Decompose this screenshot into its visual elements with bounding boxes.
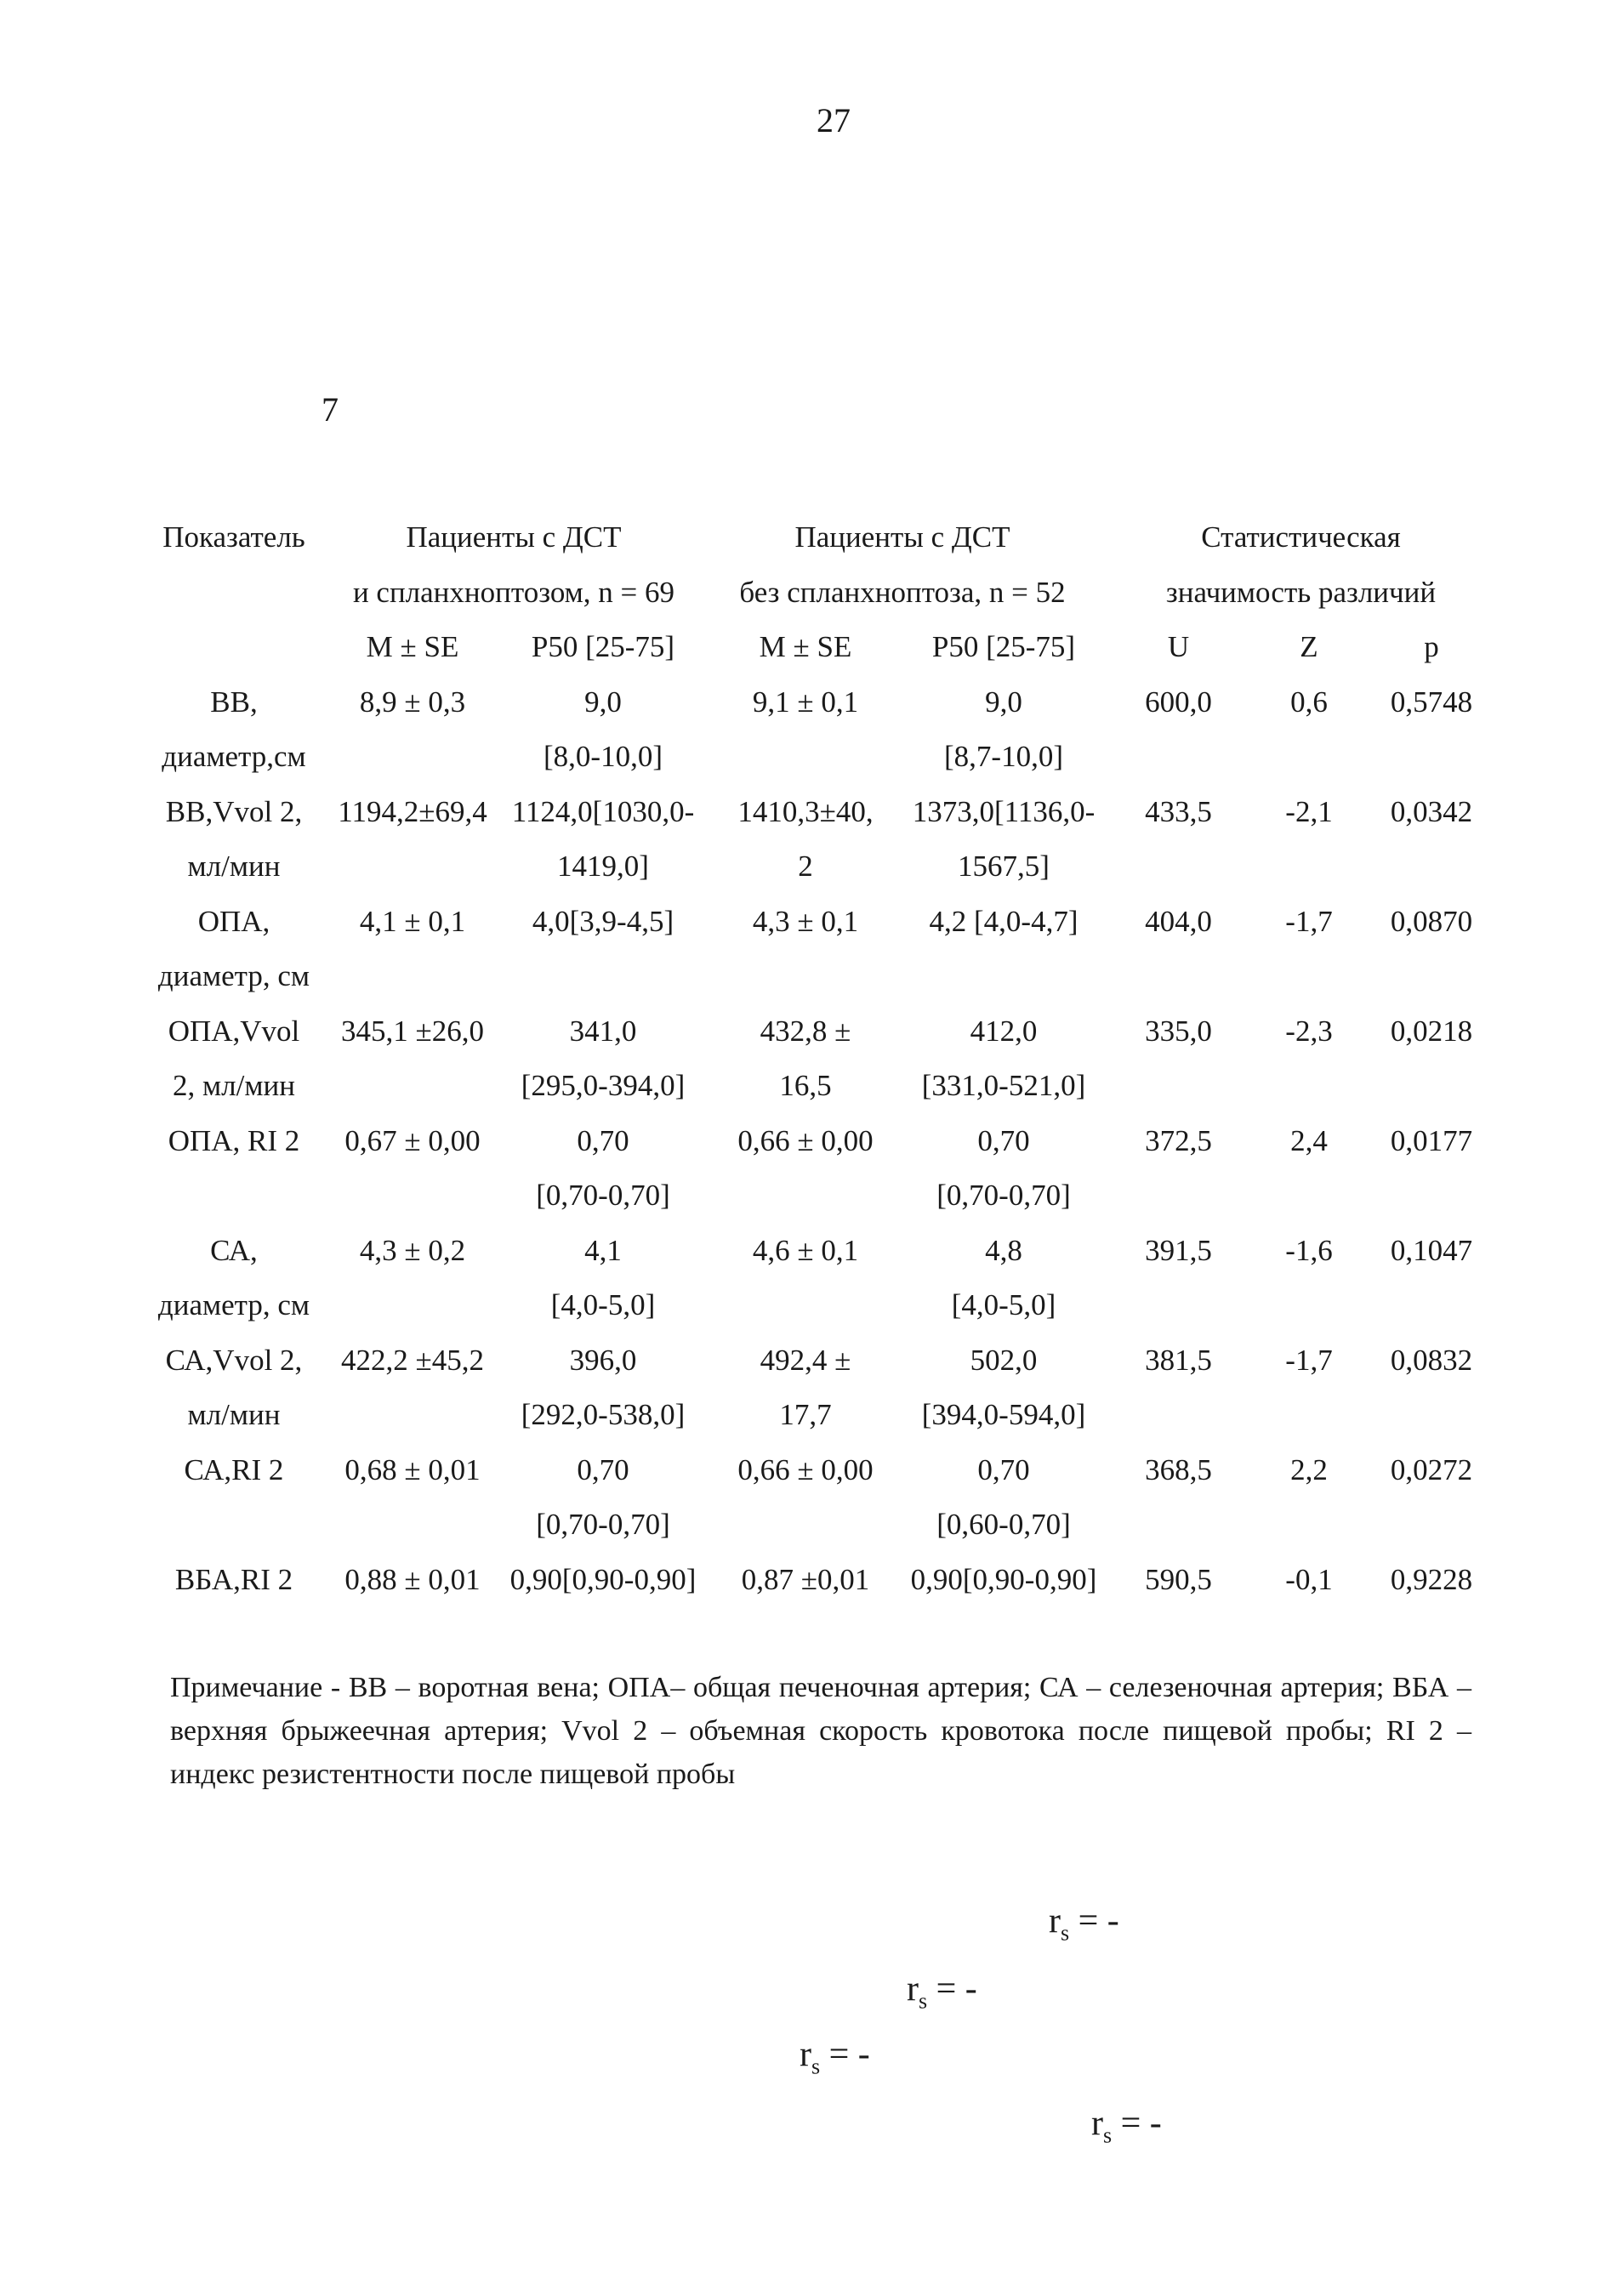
p-value [1362,730,1501,785]
mean-se-1: 1194,2±69,4 [338,794,487,828]
median-1: 4,0[3,9-4,5] [532,904,674,938]
u-value: 433,5 [1145,794,1212,828]
row-label: ВВ,Vvol 2, [165,794,303,828]
formula-rs-2 [907,1969,977,2014]
mean-se-2: 0,66 ± 0,00 [737,1123,874,1157]
mean-se-1 [323,1278,502,1333]
mean-se-2: 4,3 ± 0,1 [752,904,859,938]
table-row [145,675,1501,730]
row-label [145,1498,323,1553]
median-1: 0,70 [577,1452,629,1486]
table-row [145,1553,1501,1608]
u-value: 391,5 [1145,1233,1212,1267]
median-1: 1419,0] [557,850,649,883]
formula-subscript: s [1061,1920,1070,1946]
p-value [1362,1278,1501,1333]
u-value: 368,5 [1145,1452,1212,1486]
p-value [1362,1607,1501,1662]
u-value [1101,1388,1256,1443]
row-label: ВВ, [210,685,258,719]
median-2: 1567,5] [958,850,1050,883]
median-1: 1124,0[1030,0- [511,794,695,828]
header-stat-line1: Статистическая [1201,520,1401,554]
median-1: [8,0-10,0] [544,740,663,773]
u-value: 600,0 [1145,685,1212,719]
u-value: 372,5 [1145,1123,1212,1157]
u-value: 590,5 [1145,1562,1212,1596]
median-2: 502,0 [970,1343,1038,1377]
mean-se-1 [323,1498,502,1553]
row-label: СА,Vvol 2, [165,1343,303,1377]
formula-rs-1 [1049,1901,1119,1946]
median-2: [4,0-5,0] [951,1288,1056,1321]
row-label: ОПА, [197,904,270,938]
row-label: диаметр, см [157,1288,310,1321]
median-2: [394,0-594,0] [921,1398,1086,1431]
table-row [145,1388,1501,1443]
z-value: -0,1 [1285,1562,1333,1596]
u-value: 335,0 [1145,1014,1212,1048]
p-value: 0,0832 [1390,1343,1473,1377]
header-group2-line1: Пациенты с ДСТ [794,520,1010,554]
mean-se-2 [704,1278,907,1333]
formula-subscript: s [1103,2123,1113,2148]
formula-symbol: r [800,2035,811,2074]
header-group1-line2: и спланхноптозом, n = 69 [352,575,675,609]
median-1: 0,90[0,90-0,90] [509,1562,697,1596]
mean-se-1 [323,730,502,785]
table-row [145,839,1501,895]
z-value: -2,3 [1285,1014,1333,1048]
u-value [1101,1607,1256,1662]
p-value [1362,1388,1501,1443]
z-value [1256,1059,1362,1114]
mean-se-2 [704,730,907,785]
median-1: [295,0-394,0] [521,1069,686,1102]
p-value: 0,0177 [1390,1123,1473,1157]
mean-se-1: 422,2 ±45,2 [341,1343,484,1377]
mean-se-1 [323,949,502,1004]
row-label: ОПА,Vvol [168,1014,300,1048]
mean-se-1 [323,839,502,895]
p-value: 0,5748 [1390,685,1473,719]
mean-se-2: 16,5 [779,1069,832,1102]
p-value: 0,1047 [1390,1233,1473,1267]
row-label: СА,RI 2 [184,1452,284,1486]
p-value [1362,949,1501,1004]
z-value [1256,1498,1362,1553]
mean-se-2: 0,87 ±0,01 [741,1562,870,1596]
formula-rest: = - [927,1969,977,2009]
median-1 [502,1607,704,1662]
median-2: 4,2 [4,0-4,7] [929,904,1078,938]
median-1: 341,0 [569,1014,637,1048]
table-row [145,949,1501,1004]
mean-se-2 [704,1607,907,1662]
subheader-p50-1: P50 [25-75] [531,630,675,663]
mean-se-2: 492,4 ± [760,1343,851,1377]
table-row [145,730,1501,785]
z-value: 0,6 [1290,685,1328,719]
subheader-p: p [1424,630,1439,663]
mean-se-1: 0,68 ± 0,01 [344,1452,481,1486]
formula-subscript: s [919,1988,928,2014]
row-label [145,1168,323,1224]
mean-se-2 [704,949,907,1004]
table-row [145,1607,1501,1662]
u-value [1101,730,1256,785]
mean-se-2 [704,1498,907,1553]
median-2: 0,90[0,90-0,90] [910,1562,1097,1596]
mean-se-2: 4,6 ± 0,1 [752,1233,859,1267]
mean-se-2: 9,1 ± 0,1 [752,685,859,719]
header-row-2 [145,565,1501,621]
table-row [145,1168,1501,1224]
p-value [1362,1168,1501,1224]
header-group1-line1: Пациенты с ДСТ [406,520,622,554]
formula-rs-3 [800,2034,870,2079]
row-label: диаметр,см [162,740,306,773]
p-value: 0,0272 [1390,1452,1473,1486]
z-value [1256,1388,1362,1443]
mean-se-2: 2 [798,850,813,883]
median-2 [907,949,1101,1004]
median-1: 396,0 [569,1343,637,1377]
mean-se-2: 0,66 ± 0,00 [737,1452,874,1486]
median-2: 0,70 [977,1452,1030,1486]
z-value: -1,7 [1285,1343,1333,1377]
table-row [145,1333,1501,1389]
z-value: -2,1 [1285,794,1333,828]
formula-rs-4 [1091,2103,1162,2148]
median-1 [502,949,704,1004]
subheader-mse-2: M ± SE [759,630,852,663]
subheader-z: Z [1300,630,1318,663]
page-number: 27 [817,101,851,139]
u-value: 381,5 [1145,1343,1212,1377]
median-2: [331,0-521,0] [921,1069,1086,1102]
z-value [1256,1278,1362,1333]
u-value [1101,839,1256,895]
z-value: -1,7 [1285,904,1333,938]
u-value [1101,1278,1256,1333]
header-stat-line2: значимость различий [1165,575,1437,609]
median-1: [0,70-0,70] [536,1179,670,1212]
median-1: 0,70 [577,1123,629,1157]
table-row [145,1224,1501,1279]
mean-se-1: 0,67 ± 0,00 [344,1123,481,1157]
mean-se-1 [323,1388,502,1443]
table-row [145,1443,1501,1498]
mean-se-2: 432,8 ± [760,1014,851,1048]
header-row-3 [145,620,1501,675]
median-2 [907,1607,1101,1662]
mean-se-2 [704,1168,907,1224]
table-row [145,1114,1501,1169]
p-value [1362,1059,1501,1114]
median-2: 4,8 [985,1233,1022,1267]
row-label [145,1607,323,1662]
z-value [1256,949,1362,1004]
row-label: ВБА,RI 2 [174,1562,293,1596]
z-value [1256,839,1362,895]
formula-rest: = - [1069,1901,1119,1941]
median-2: [0,60-0,70] [936,1508,1071,1541]
u-value [1101,1498,1256,1553]
p-value: 0,0342 [1390,794,1473,828]
z-value [1256,1607,1362,1662]
median-1: [292,0-538,0] [521,1398,686,1431]
mean-se-1 [323,1607,502,1662]
p-value: 0,0870 [1390,904,1473,938]
z-value [1256,730,1362,785]
mean-se-1: 4,3 ± 0,2 [359,1233,466,1267]
table-body [145,675,1501,1662]
mean-se-1 [323,1168,502,1224]
header-indicator: Показатель [162,520,305,554]
row-label: ОПА, RI 2 [168,1123,300,1157]
z-value: 2,4 [1290,1123,1328,1157]
median-2: [0,70-0,70] [936,1179,1071,1212]
formula-symbol: r [1091,2104,1103,2143]
table-row [145,1498,1501,1553]
formula-symbol: r [1049,1901,1061,1941]
row-label: 2, мл/мин [173,1069,295,1102]
z-value [1256,1168,1362,1224]
table-row [145,785,1501,840]
median-2: 412,0 [970,1014,1038,1048]
z-value: 2,2 [1290,1452,1328,1486]
formula-subscript: s [811,2054,821,2079]
row-label: мл/мин [187,850,281,883]
p-value: 0,0218 [1390,1014,1473,1048]
median-1: 4,1 [584,1233,622,1267]
table-row [145,1004,1501,1060]
data-table [145,510,1501,1662]
median-1: [4,0-5,0] [550,1288,656,1321]
header-group2-line2: без спланхноптоза, n = 52 [739,575,1066,609]
p-value [1362,1498,1501,1553]
median-2: 1373,0[1136,0- [912,794,1096,828]
table-row [145,1059,1501,1114]
median-1: 9,0 [584,685,622,719]
mean-se-1 [323,1059,502,1114]
mean-se-1: 0,88 ± 0,01 [344,1562,481,1596]
formula-rest: = - [1112,2104,1162,2143]
u-value [1101,949,1256,1004]
formula-rest: = - [820,2035,870,2074]
row-label: СА, [210,1233,258,1267]
p-value [1362,839,1501,895]
row-label: мл/мин [187,1398,281,1431]
table-row [145,1278,1501,1333]
u-value [1101,1059,1256,1114]
row-label: диаметр, см [157,959,310,992]
formula-symbol: r [907,1969,919,2009]
mean-se-1: 8,9 ± 0,3 [359,685,466,719]
header-row-1 [145,510,1501,565]
mean-se-1: 345,1 ±26,0 [341,1014,484,1048]
median-2: 0,70 [977,1123,1030,1157]
subheader-p50-2: P50 [25-75] [931,630,1076,663]
mean-se-2: 17,7 [779,1398,832,1431]
table-row [145,895,1501,950]
median-2: [8,7-10,0] [944,740,1063,773]
p-value: 0,9228 [1390,1562,1473,1596]
table-note: Примечание - ВВ – воротная вена; ОПА– общая печеночная артерия; СА – селезеночная артерия; ВБА – верхняя брыжеечная артерия; Vvol 2 – объемная скорость кровотока после пищевой пробы; RI 2 – индекс резистентности после пищевой пробы [170,1672,1471,1790]
mean-se-2: 1410,3±40, [737,794,874,828]
subheader-mse-1: M ± SE [366,630,459,663]
table-number: 7 [322,390,339,429]
u-value [1101,1168,1256,1224]
median-2: 9,0 [985,685,1022,719]
z-value: -1,6 [1285,1233,1333,1267]
mean-se-1: 4,1 ± 0,1 [359,904,466,938]
subheader-u: U [1167,630,1190,663]
median-1: [0,70-0,70] [536,1508,670,1541]
u-value: 404,0 [1145,904,1212,938]
